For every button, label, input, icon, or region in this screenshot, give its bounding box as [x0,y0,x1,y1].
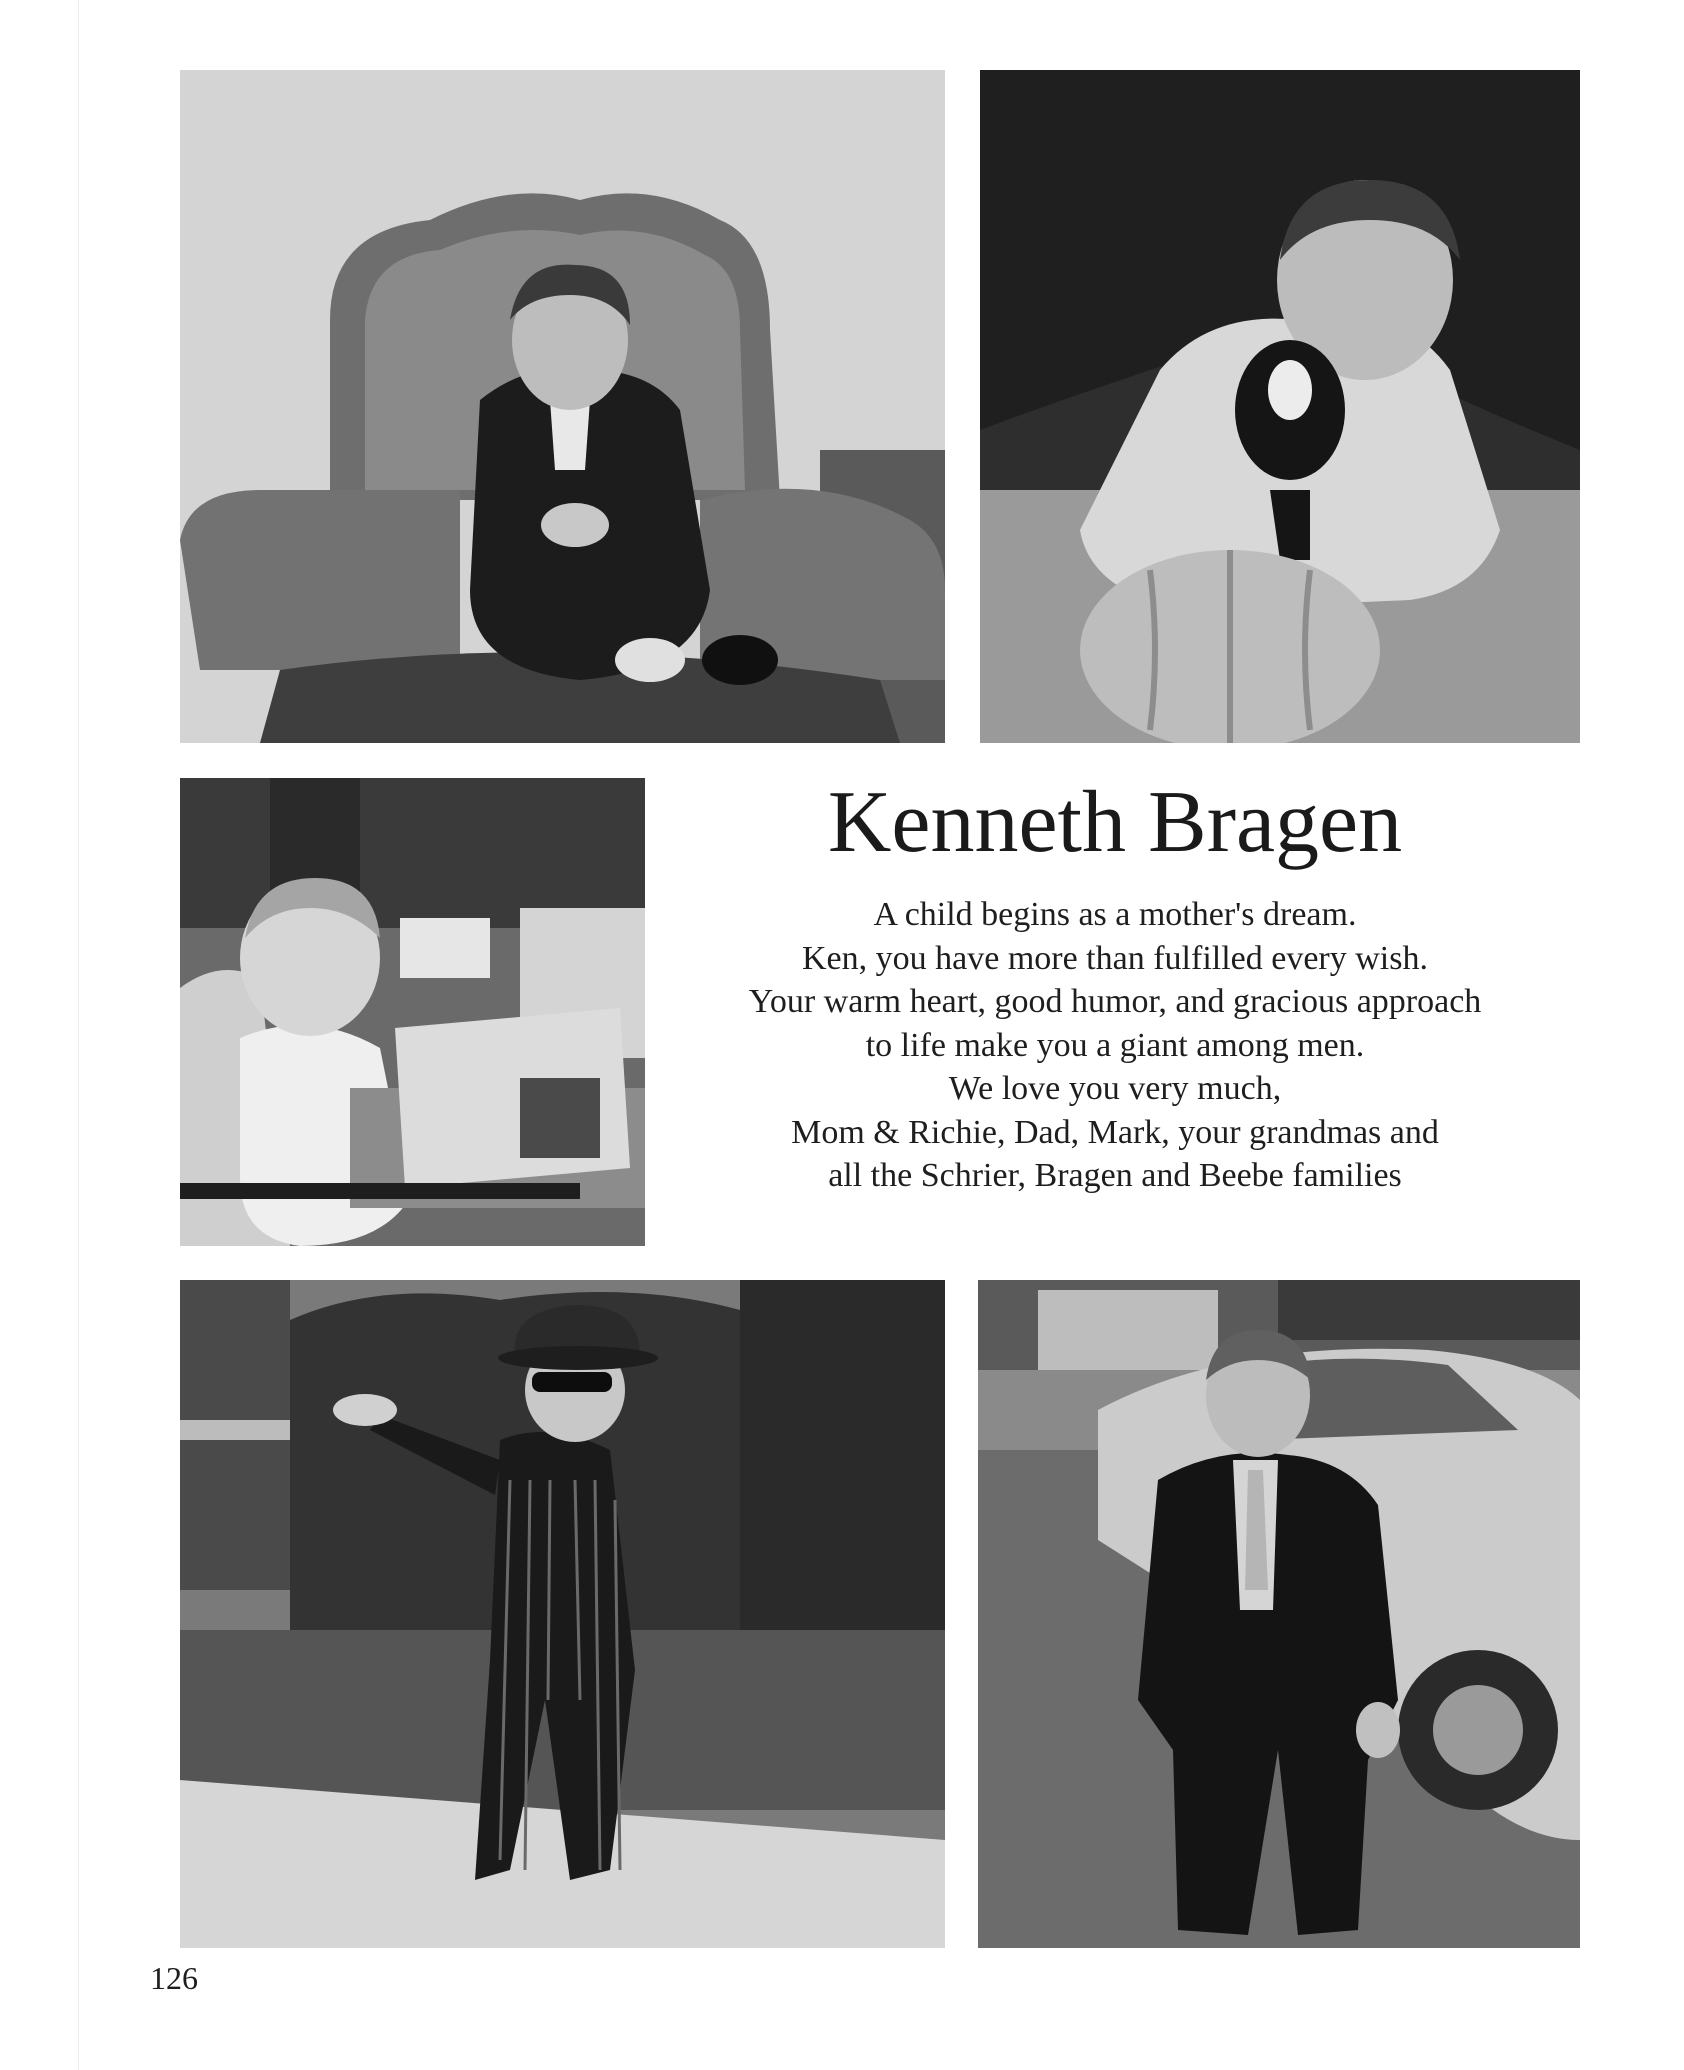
page-edge-shadow [78,0,79,2070]
photo-boy-by-car [978,1280,1580,1948]
message-line: We love you very much, [948,1070,1282,1107]
message-line: A child begins as a mother's dream. [873,896,1357,933]
photo-baby-with-book [180,778,645,1246]
photo-toddler-armchair-image [180,70,945,743]
photo-boy-with-cat-image [980,70,1580,743]
photo-toddler-armchair [180,70,945,743]
page-number: 126 [150,1960,198,1996]
page-title: Kenneth Bragen [827,774,1403,871]
message-line: Your warm heart, good humor, and gracious approach [748,983,1482,1020]
photo-baby-with-book-image [180,778,645,1246]
photo-boy-with-cat [980,70,1580,743]
message-line: to life make you a giant among men. [865,1026,1365,1064]
photo-child-pinstripe-suit-image [180,1280,945,1948]
message-line: all the Schrier, Bragen and Beebe families [828,1157,1402,1194]
tribute-message [650,893,1580,1198]
photo-child-pinstripe-suit [180,1280,945,1948]
message-line: Mom & Richie, Dad, Mark, your grandmas and [791,1113,1439,1151]
photo-boy-by-car-image [978,1280,1580,1948]
message-line: Ken, you have more than fulfilled every wish. [802,939,1428,977]
